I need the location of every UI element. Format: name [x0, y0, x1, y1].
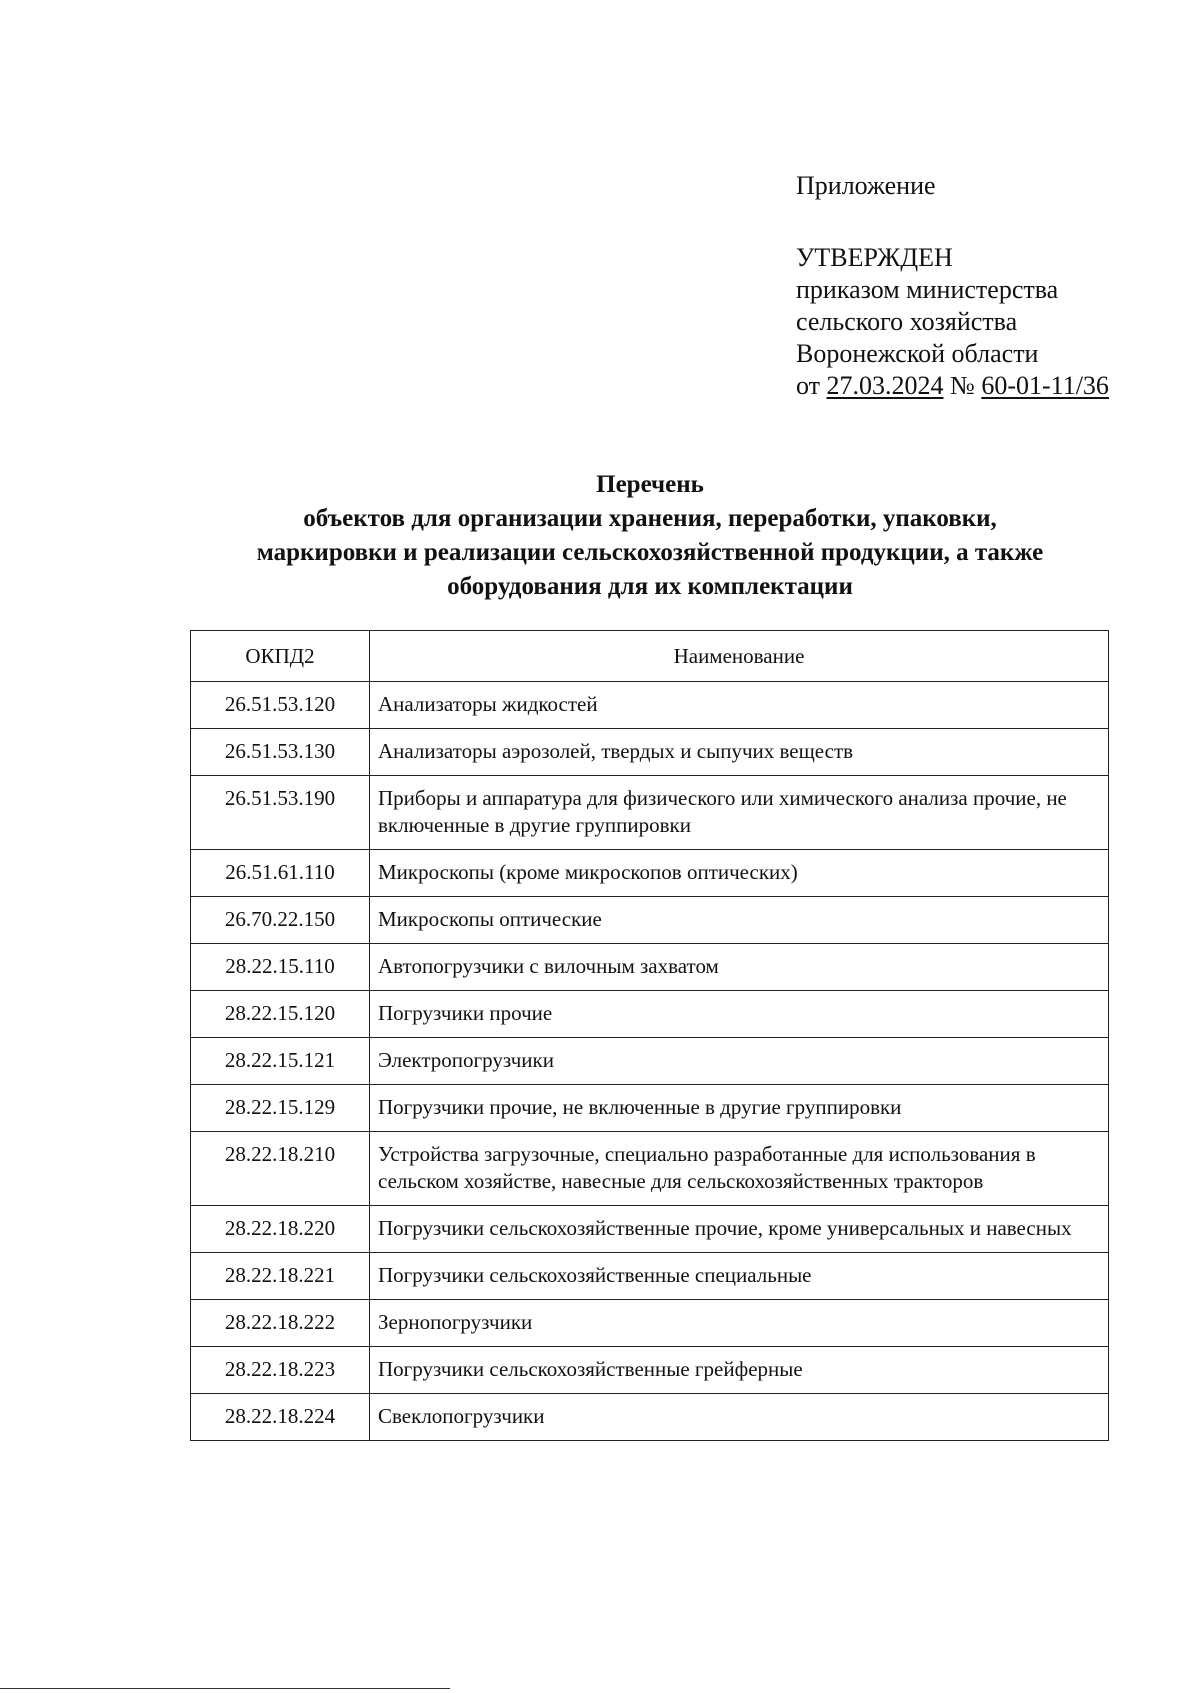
heading-line-1: объектов для организации хранения, переработки, упаковки, [303, 505, 997, 532]
table-row [191, 1206, 1109, 1253]
table-row [191, 682, 1109, 729]
row-code: 28.22.15.129 [191, 1085, 370, 1132]
row-name: Свеклопогрузчики [370, 1394, 1109, 1441]
row-code: 26.51.53.190 [191, 776, 370, 850]
row-name: Зернопогрузчики [370, 1300, 1109, 1347]
table-row [191, 897, 1109, 944]
items-table [190, 630, 1109, 1441]
approval-line-2: сельского хозяйства [796, 307, 1018, 336]
date-prefix: от [796, 371, 821, 400]
row-code: 28.22.15.110 [191, 944, 370, 991]
row-code: 28.22.18.220 [191, 1206, 370, 1253]
document-heading [190, 468, 1110, 604]
appendix-label: Приложение [796, 171, 936, 200]
table-row [191, 729, 1109, 776]
row-name: Микроскопы оптические [370, 897, 1109, 944]
row-code: 28.22.18.222 [191, 1300, 370, 1347]
row-name: Микроскопы (кроме микроскопов оптических) [370, 850, 1109, 897]
row-code: 26.51.53.130 [191, 729, 370, 776]
table-body [191, 682, 1109, 1441]
table-header-row [191, 631, 1109, 682]
table-row [191, 1347, 1109, 1394]
row-code: 28.22.15.121 [191, 1038, 370, 1085]
row-code: 28.22.18.223 [191, 1347, 370, 1394]
heading-line-2: маркировки и реализации сельскохозяйственной продукции, а также [256, 539, 1044, 566]
approval-block [796, 170, 1109, 402]
row-code: 26.51.53.120 [191, 682, 370, 729]
row-code: 28.22.18.224 [191, 1394, 370, 1441]
row-name: Погрузчики сельскохозяйственные специальные [370, 1253, 1109, 1300]
column-header-code: ОКПД2 [191, 631, 370, 682]
row-name: Анализаторы жидкостей [370, 682, 1109, 729]
row-name: Устройства загрузочные, специально разработанные для использования в сельском хозяйстве, навесные для сельскохозяйственных тракторов [370, 1132, 1109, 1206]
row-name: Приборы и аппаратура для физического или химического анализа прочие, не включенные в другие группировки [370, 776, 1109, 850]
table-row [191, 1253, 1109, 1300]
approval-date-line [796, 370, 1109, 402]
table-row [191, 776, 1109, 850]
table-row [191, 944, 1109, 991]
row-name: Погрузчики сельскохозяйственные прочие, кроме универсальных и навесных [370, 1206, 1109, 1253]
row-name: Анализаторы аэрозолей, твердых и сыпучих веществ [370, 729, 1109, 776]
order-date: 27.03.2024 [826, 371, 944, 400]
table-row [191, 1394, 1109, 1441]
table-row [191, 991, 1109, 1038]
footer-rule [0, 1688, 450, 1689]
row-code: 26.70.22.150 [191, 897, 370, 944]
row-code: 28.22.18.210 [191, 1132, 370, 1206]
row-code: 28.22.15.120 [191, 991, 370, 1038]
row-name: Электропогрузчики [370, 1038, 1109, 1085]
heading-line-3: оборудования для их комплектации [447, 573, 853, 600]
row-name: Погрузчики сельскохозяйственные грейферные [370, 1347, 1109, 1394]
document-title: Перечень [596, 471, 704, 498]
order-number: 60-01-11/36 [981, 371, 1109, 400]
row-name: Погрузчики прочие, не включенные в другие группировки [370, 1085, 1109, 1132]
approved-label: УТВЕРЖДЕН [796, 243, 953, 272]
column-header-name: Наименование [370, 631, 1109, 682]
row-name: Погрузчики прочие [370, 991, 1109, 1038]
approval-line-1: приказом министерства [796, 275, 1059, 304]
table-row [191, 1085, 1109, 1132]
table-row [191, 1038, 1109, 1085]
table-row [191, 1132, 1109, 1206]
table-row [191, 850, 1109, 897]
number-sign: № [950, 371, 975, 400]
row-code: 28.22.18.221 [191, 1253, 370, 1300]
row-code: 26.51.61.110 [191, 850, 370, 897]
table-row [191, 1300, 1109, 1347]
row-name: Автопогрузчики с вилочным захватом [370, 944, 1109, 991]
approval-line-3: Воронежской области [796, 339, 1039, 368]
